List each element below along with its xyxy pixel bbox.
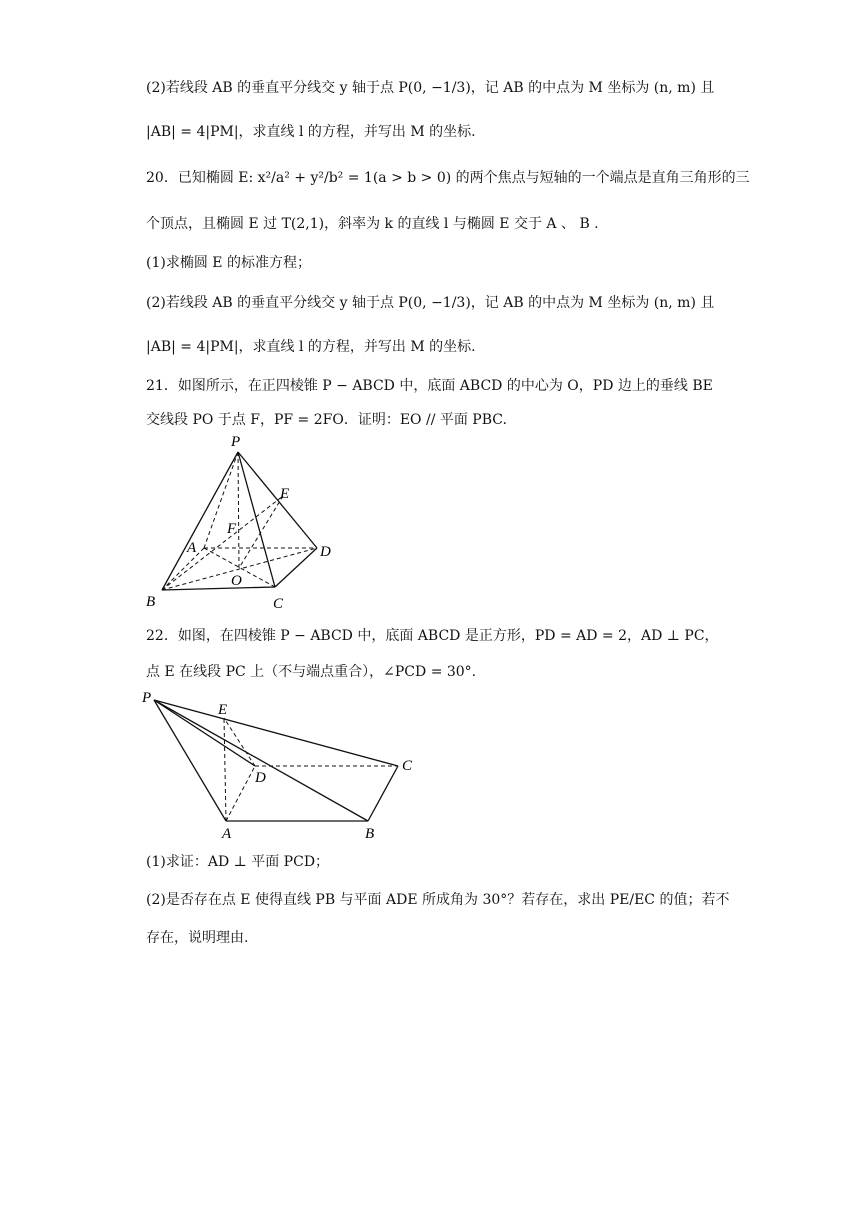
label-P: P <box>142 690 152 706</box>
text-line-14: 存在，说明理由. <box>146 930 249 946</box>
text-line-8: 21．如图所示，在正四棱锥 P − ABCD 中，底面 ABCD 的中心为 O，PD 边上的垂线 BE <box>146 378 713 394</box>
label-C: C <box>402 758 413 774</box>
text-line-3: 20．已知椭圆 E: x²/a² + y²/b² = 1(a > b > 0) 的两个焦点与短轴的一个端点是直角三角形的三 <box>146 170 750 186</box>
label-B: B <box>146 594 156 610</box>
text-line-5: (1)求椭圆 E 的标准方程； <box>146 255 311 271</box>
edge-AB <box>162 548 204 590</box>
text-line-4: 个顶点，且椭圆 E 过 T(2,1)，斜率为 k 的直线 l 与椭圆 E 交于 A 、 B . <box>146 216 599 232</box>
edge-AD <box>226 766 255 821</box>
edge-PC <box>238 452 275 587</box>
edge-PB <box>154 700 368 821</box>
text-line-9: 交线段 PO 于点 F，PF = 2FO．证明：EO // 平面 PBC. <box>146 412 507 428</box>
text-line-11: 点 E 在线段 PC 上（不与端点重合），∠PCD = 30°. <box>146 664 477 680</box>
edge-PC <box>154 700 398 766</box>
label-E: E <box>218 702 228 718</box>
label-A: A <box>222 826 232 842</box>
pyramid-figure-2 <box>140 688 430 843</box>
edge-BC <box>368 766 398 821</box>
label-D: D <box>255 770 266 786</box>
label-F: F <box>227 521 237 537</box>
segment-PO <box>238 452 239 568</box>
label-C: C <box>273 596 284 612</box>
edge-PD <box>154 700 255 766</box>
label-E: E <box>280 486 290 502</box>
segment-BE <box>162 496 283 590</box>
pyramid-figure-1 <box>140 430 350 615</box>
edge-CD <box>275 548 317 587</box>
edge-BC <box>162 587 275 590</box>
text-line-7: |AB| = 4|PM|，求直线 l 的方程，并写出 M 的坐标. <box>146 339 476 355</box>
segment-EO <box>239 496 283 568</box>
label-B: B <box>365 826 375 842</box>
text-line-6: (2)若线段 AB 的垂直平分线交 y 轴于点 P(0, −1/3)，记 AB 的中点为 M 坐标为 (n, m) 且 <box>146 295 715 311</box>
text-line-1: (2)若线段 AB 的垂直平分线交 y 轴于点 P(0, −1/3)，记 AB 的中点为 M 坐标为 (n, m) 且 <box>146 80 715 96</box>
label-O: O <box>231 573 242 589</box>
text-line-2: |AB| = 4|PM|，求直线 l 的方程，并写出 M 的坐标. <box>146 124 476 140</box>
label-D: D <box>320 544 331 560</box>
edge-PD <box>238 452 317 548</box>
edge-PA <box>154 700 226 821</box>
label-A: A <box>187 540 197 556</box>
segment-AE <box>224 718 226 821</box>
label-P: P <box>231 434 241 450</box>
text-line-10: 22．如图，在四棱锥 P − ABCD 中，底面 ABCD 是正方形，PD = AD = 2，AD ⊥ PC， <box>146 628 719 644</box>
text-line-12: (1)求证：AD ⊥ 平面 PCD； <box>146 854 330 870</box>
text-line-13: (2)是否存在点 E 使得直线 PB 与平面 ADE 所成角为 30°？若存在，求出 PE/EC 的值；若不 <box>146 892 730 908</box>
